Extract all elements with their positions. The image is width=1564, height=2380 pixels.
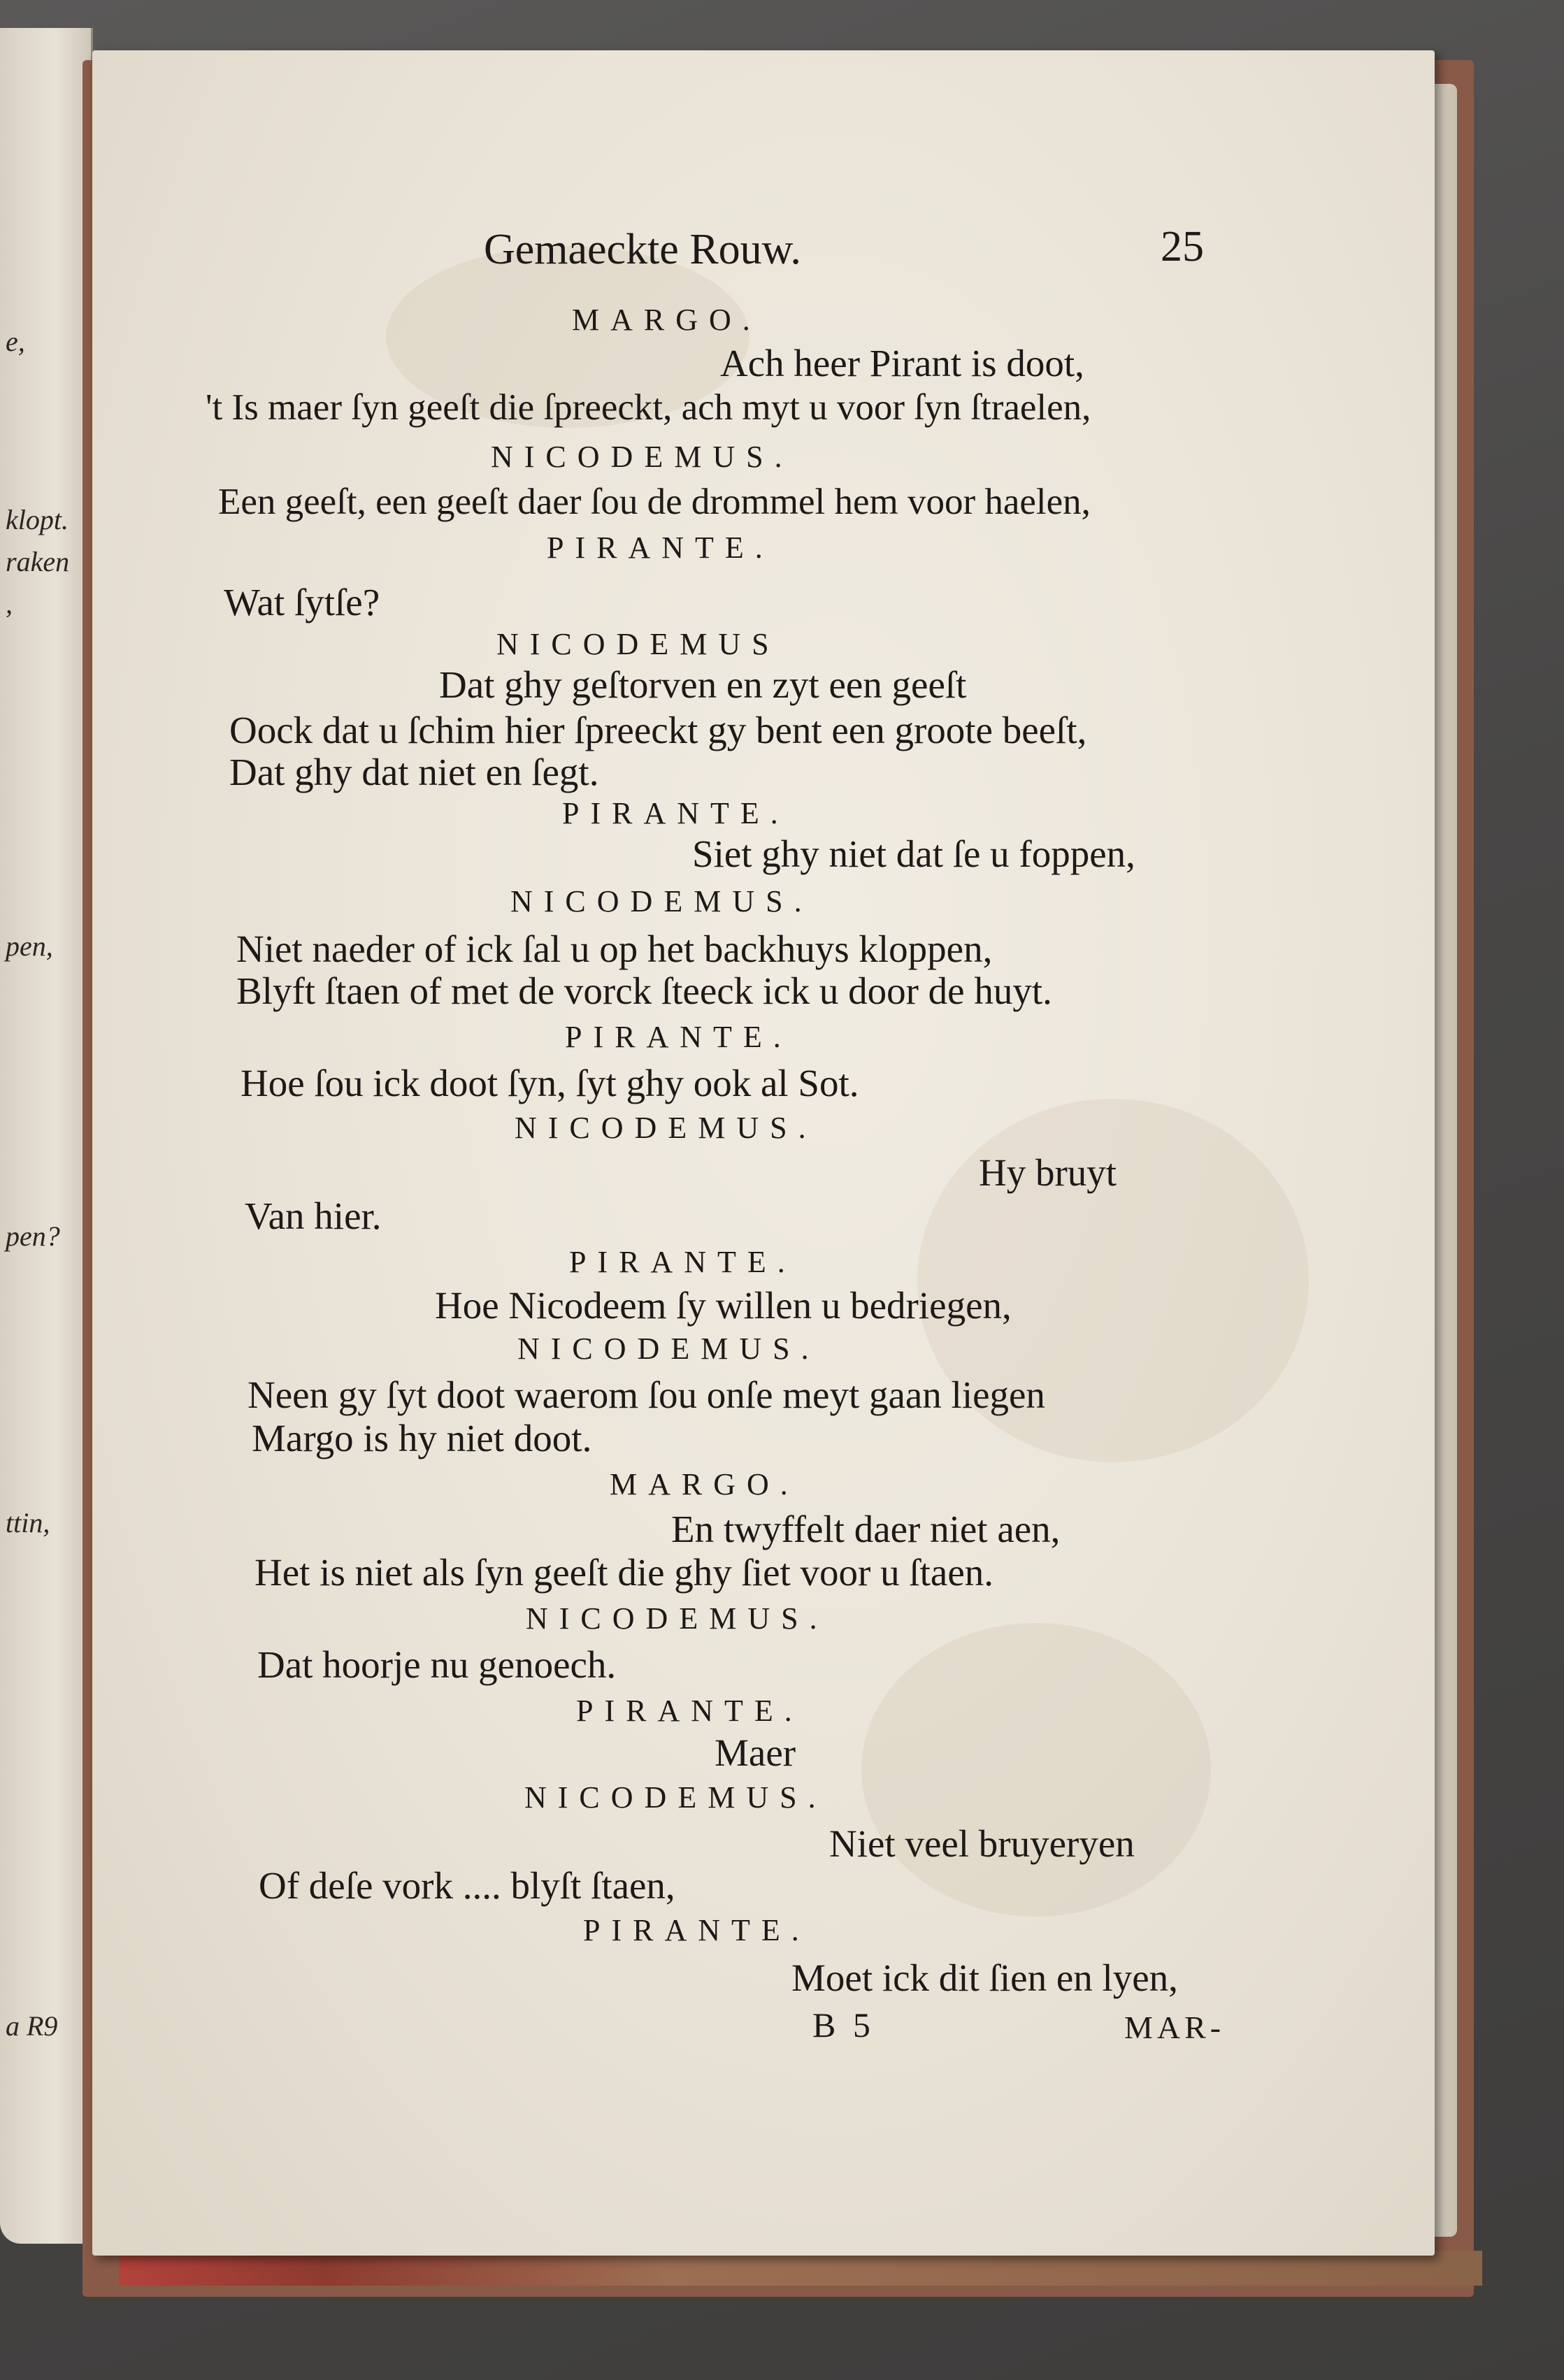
catchword: MAR- [1124, 2010, 1226, 2045]
speaker-heading: PIRANTE. [569, 1245, 796, 1279]
verse-line: Moet ick dit ſien en lyen, [791, 1956, 1178, 1999]
speaker-heading: NICODEMUS. [517, 1332, 820, 1366]
verse-line: Dat ghy dat niet en ſegt. [229, 751, 599, 793]
verse-line: Van hier. [245, 1195, 382, 1237]
verse-line: 't Is maer ſyn geeſt die ſpreeckt, ach myt u voor ſyn ſtraelen, [206, 387, 1091, 428]
speaker-heading: NICODEMUS. [524, 1780, 827, 1815]
cover-edge [119, 2251, 1482, 2286]
speaker-heading: NICODEMUS. [491, 440, 794, 474]
speaker-heading: MARGO. [610, 1467, 799, 1501]
speaker-heading: NICODEMUS. [515, 1111, 817, 1145]
verse-line: Margo is hy niet doot. [252, 1417, 592, 1459]
speaker-heading: PIRANTE. [547, 531, 774, 565]
speaker-heading: MARGO. [572, 303, 761, 337]
verse-line: Of deſe vork .... blyſt ſtaen, [259, 1864, 675, 1907]
speaker-heading: PIRANTE. [583, 1913, 810, 1947]
speaker-heading: PIRANTE. [565, 1020, 792, 1054]
left-page-fragment: e, [6, 326, 25, 357]
verse-line: Hy bruyt [979, 1151, 1117, 1194]
left-page-fragment: raken [6, 546, 70, 577]
left-page-fragment: pen, [6, 930, 53, 962]
speaker-heading: PIRANTE. [562, 796, 789, 830]
page-text [92, 50, 1435, 2256]
running-title: Gemaeckte Rouw. [484, 226, 801, 273]
verse-line: Dat ghy geſtorven en zyt een geeſt [439, 663, 967, 706]
left-page-fragment: ttin, [6, 1507, 50, 1538]
verse-line: Het is niet als ſyn geeſt die ghy ſiet voor u ſtaen. [254, 1551, 993, 1594]
verse-line: En twyffelt daer niet aen, [671, 1508, 1061, 1550]
verse-line: Niet naeder of ick ſal u op het backhuys kloppen, [236, 928, 993, 970]
speaker-heading: NICODEMUS. [526, 1601, 828, 1636]
verse-line: Een geeſt, een geeſt daer ſou de drommel hem voor haelen, [218, 482, 1091, 522]
page-number: 25 [1161, 223, 1204, 271]
left-page-fragment: a R9 [6, 2010, 58, 2042]
left-page [0, 28, 93, 2244]
verse-line: Dat hoorje nu genoech. [257, 1643, 617, 1686]
verse-line: Oock dat u ſchim hier ſpreeckt gy bent een groote beeſt, [229, 709, 1087, 751]
signature-mark: B 5 [812, 2005, 875, 2044]
verse-line: Ach heer Pirant is doot, [720, 342, 1084, 384]
verse-line: Hoe ſou ick doot ſyn, ſyt ghy ook al Sot. [241, 1062, 859, 1104]
verse-line: Neen gy ſyt doot waerom ſou onſe meyt gaan liegen [247, 1373, 1045, 1416]
left-page-fragment: , [6, 588, 13, 619]
speaker-heading: NICODEMUS. [510, 884, 813, 918]
verse-line: Niet veel bruyeryen [829, 1822, 1135, 1865]
verse-line: Siet ghy niet dat ſe u foppen, [692, 832, 1135, 875]
speaker-heading: PIRANTE. [576, 1694, 803, 1728]
verse-line: Wat ſytſe? [224, 581, 380, 623]
verse-line: Maer [715, 1731, 796, 1774]
verse-line: Blyft ſtaen of met de vorck ſteeck ick u door de huyt. [236, 969, 1052, 1012]
left-page-fragment: klopt. [6, 504, 69, 535]
speaker-heading: NICODEMUS [496, 627, 780, 661]
left-page-fragment: pen? [6, 1220, 60, 1252]
verse-line: Hoe Nicodeem ſy willen u bedriegen, [435, 1284, 1012, 1327]
